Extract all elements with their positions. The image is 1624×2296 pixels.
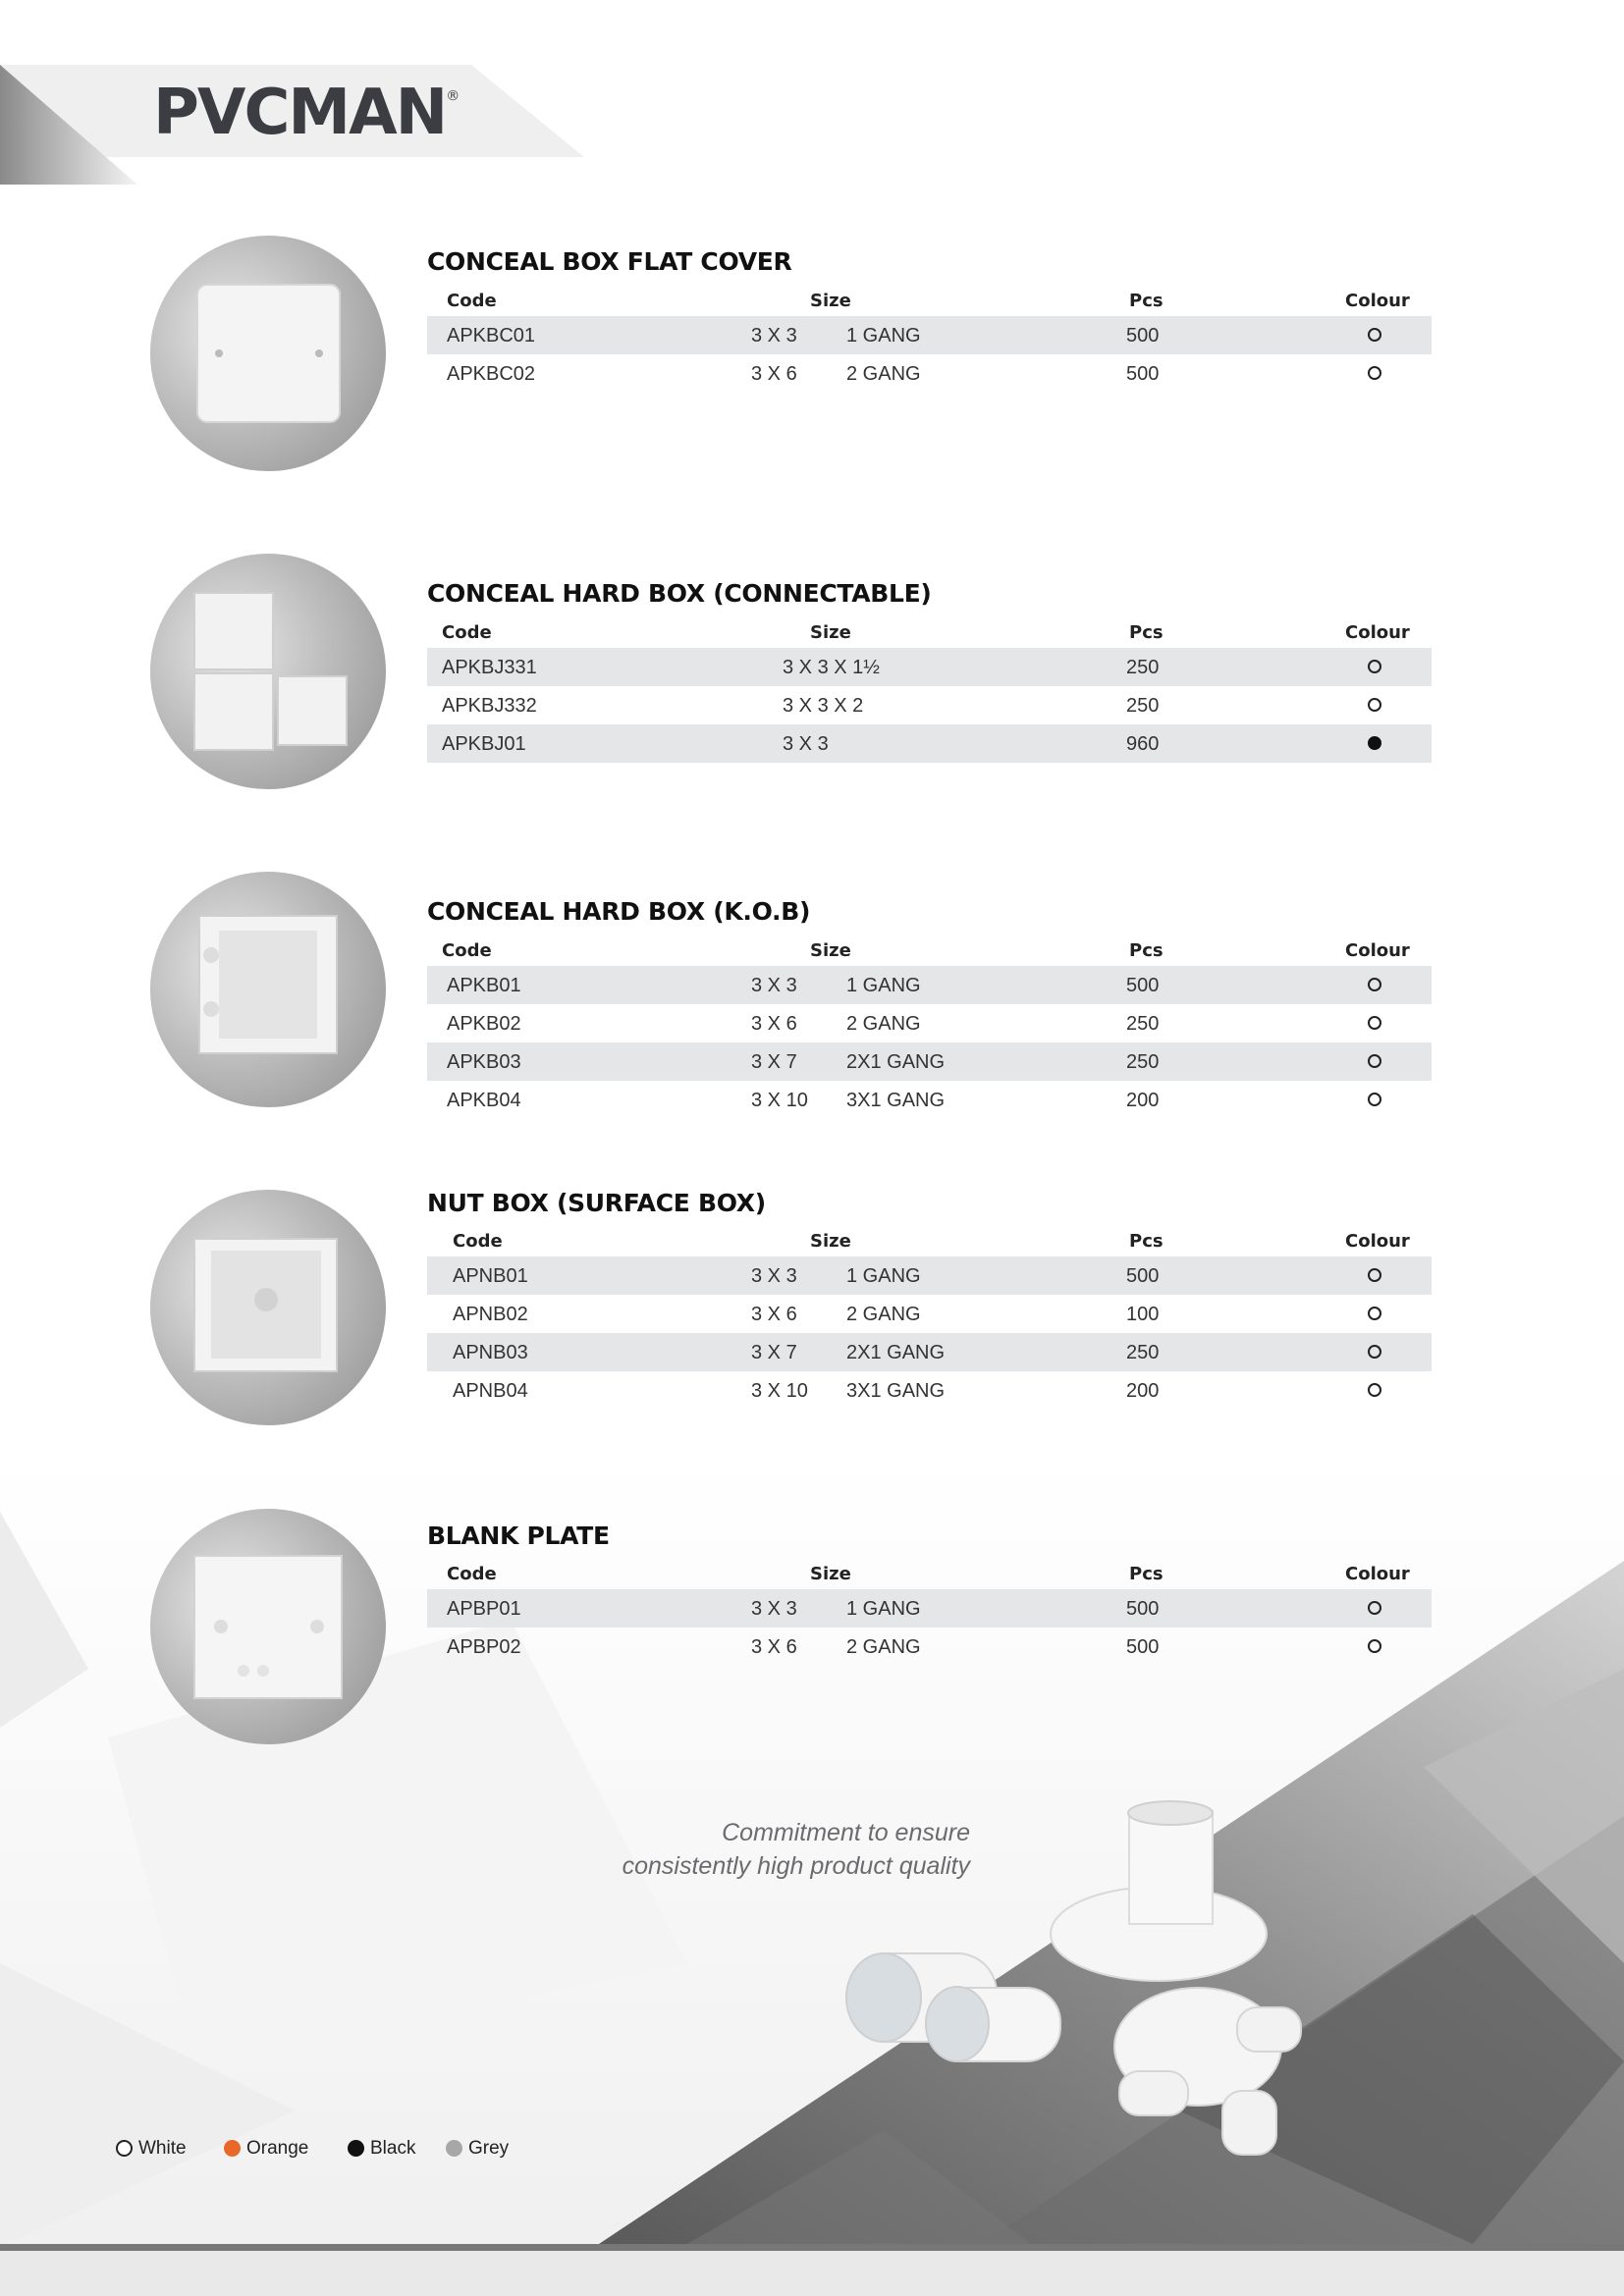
header-size: Size (810, 291, 851, 311)
colour-dot-white (1368, 1093, 1381, 1106)
legend-dot-black (348, 2140, 364, 2157)
cell-size: 3 X 3 (751, 1598, 797, 1620)
table-row (427, 724, 1432, 763)
legend-item-grey (446, 2138, 509, 2160)
cell-code: APKB03 (447, 1051, 521, 1073)
pvc-fittings-photo (835, 1787, 1345, 2179)
table-row (427, 1628, 1432, 1666)
legend-item-white (116, 2138, 187, 2160)
cell-code: APBP02 (447, 1636, 521, 1658)
header-size: Size (810, 1564, 851, 1584)
cell-pcs: 500 (1126, 1265, 1160, 1287)
cell-pcs: 500 (1126, 1636, 1160, 1658)
brand-logo-text: PVCMAN (153, 77, 447, 149)
header-size: Size (810, 940, 851, 961)
legend-dot-grey (446, 2140, 462, 2157)
cell-size: 3 X 10 (751, 1380, 808, 1402)
footer-bar (0, 2244, 1624, 2251)
header-code: Code (442, 622, 492, 643)
section-title: BLANK PLATE (427, 1522, 610, 1550)
cell-pcs: 250 (1126, 695, 1160, 717)
section-title: CONCEAL HARD BOX (K.O.B) (427, 897, 811, 926)
colour-dot-white (1368, 1639, 1381, 1653)
section-title: NUT BOX (SURFACE BOX) (427, 1189, 766, 1217)
product-table (427, 1227, 1432, 1410)
cell-gang: 1 GANG (846, 1265, 921, 1287)
cell-gang: 2X1 GANG (846, 1342, 946, 1363)
colour-dot-white (1368, 1383, 1381, 1397)
cell-pcs: 500 (1126, 363, 1160, 385)
colour-dot-white (1368, 1054, 1381, 1068)
table-row (427, 648, 1432, 686)
header-code: Code (442, 940, 492, 961)
header-pcs: Pcs (1129, 1231, 1164, 1252)
colour-dot-white (1368, 328, 1381, 342)
colour-dot-white (1368, 698, 1381, 712)
header-pcs: Pcs (1129, 291, 1164, 311)
slogan-line-1: Commitment to ensure (722, 1819, 970, 1846)
section-title: CONCEAL HARD BOX (CONNECTABLE) (427, 579, 932, 608)
cell-pcs: 500 (1126, 1598, 1160, 1620)
cell-code: APNB04 (453, 1380, 528, 1402)
table-header (427, 1227, 1432, 1256)
legend-label: Black (370, 2138, 416, 2159)
cell-pcs: 100 (1126, 1304, 1160, 1325)
flat-cover-photo (150, 236, 386, 471)
cell-code: APKB01 (447, 975, 521, 996)
cell-code: APBP01 (447, 1598, 521, 1620)
table-row (427, 686, 1432, 724)
cell-code: APKBJ01 (442, 733, 526, 755)
colour-dot-black (1368, 736, 1381, 750)
kob-box-photo (150, 872, 386, 1107)
cell-code: APKBJ332 (442, 695, 537, 717)
legend-label: Grey (468, 2138, 510, 2159)
cell-code: APNB01 (453, 1265, 528, 1287)
colour-dot-white (1368, 1345, 1381, 1359)
cell-size: 3 X 3 (751, 325, 797, 347)
header-code: Code (447, 1564, 497, 1584)
cell-code: APKBJ331 (442, 657, 537, 678)
table-row (427, 1256, 1432, 1295)
header (0, 0, 1624, 196)
slogan-line-2: consistently high product quality (622, 1852, 970, 1880)
cell-pcs: 250 (1126, 1013, 1160, 1035)
table-row (427, 1295, 1432, 1333)
legend-item-black (348, 2138, 415, 2160)
cell-size: 3 X 6 (751, 363, 797, 385)
product-table (427, 1560, 1432, 1666)
product-table (427, 618, 1432, 763)
cell-gang: 2 GANG (846, 1304, 921, 1325)
cell-size: 3 X 3 X 1½ (783, 657, 880, 678)
cell-code: APKBC02 (447, 363, 536, 385)
header-size: Size (810, 622, 851, 643)
blank-plate-photo (150, 1509, 386, 1744)
cell-pcs: 200 (1126, 1380, 1160, 1402)
cell-gang: 2 GANG (846, 363, 921, 385)
table-row (427, 1589, 1432, 1628)
legend-item-orange (224, 2138, 308, 2160)
cell-gang: 1 GANG (846, 975, 921, 996)
cell-gang: 2 GANG (846, 1636, 921, 1658)
table-header (427, 287, 1432, 316)
cell-gang: 1 GANG (846, 325, 921, 347)
header-colour: Colour (1345, 940, 1410, 961)
brand-logo (153, 77, 458, 149)
header-pcs: Pcs (1129, 940, 1164, 961)
nut-box-photo (150, 1190, 386, 1425)
cell-gang: 3X1 GANG (846, 1090, 946, 1111)
cell-size: 3 X 7 (751, 1342, 797, 1363)
table-header (427, 936, 1432, 966)
table-row (427, 1042, 1432, 1081)
cell-size: 3 X 3 X 2 (783, 695, 864, 717)
table-header (427, 618, 1432, 648)
cell-size: 3 X 3 (783, 733, 829, 755)
table-header (427, 1560, 1432, 1589)
colour-dot-white (1368, 660, 1381, 673)
cell-size: 3 X 6 (751, 1013, 797, 1035)
table-row (427, 316, 1432, 354)
header-pcs: Pcs (1129, 622, 1164, 643)
product-table (427, 936, 1432, 1119)
section-title: CONCEAL BOX FLAT COVER (427, 247, 792, 276)
cell-size: 3 X 3 (751, 975, 797, 996)
cell-size: 3 X 10 (751, 1090, 808, 1111)
cell-size: 3 X 6 (751, 1304, 797, 1325)
cell-pcs: 250 (1126, 657, 1160, 678)
table-row (427, 354, 1432, 393)
cell-size: 3 X 7 (751, 1051, 797, 1073)
header-colour: Colour (1345, 1231, 1410, 1252)
table-row (427, 1371, 1432, 1410)
table-row (427, 1004, 1432, 1042)
colour-dot-white (1368, 1268, 1381, 1282)
cell-pcs: 960 (1126, 733, 1160, 755)
cell-pcs: 500 (1126, 975, 1160, 996)
header-size: Size (810, 1231, 851, 1252)
colour-dot-white (1368, 1016, 1381, 1030)
legend-label: White (138, 2138, 187, 2159)
legend-dot-white (116, 2140, 133, 2157)
legend-label: Orange (246, 2138, 309, 2159)
cell-pcs: 200 (1126, 1090, 1160, 1111)
cell-gang: 1 GANG (846, 1598, 921, 1620)
header-pcs: Pcs (1129, 1564, 1164, 1584)
registered-mark: ® (446, 88, 459, 104)
header-code: Code (453, 1231, 503, 1252)
cell-code: APKBC01 (447, 325, 536, 347)
cell-size: 3 X 3 (751, 1265, 797, 1287)
header-code: Code (447, 291, 497, 311)
cell-code: APNB02 (453, 1304, 528, 1325)
cell-pcs: 250 (1126, 1342, 1160, 1363)
colour-dot-white (1368, 366, 1381, 380)
footer-strip (0, 2251, 1624, 2296)
product-table (427, 287, 1432, 393)
cell-code: APKB04 (447, 1090, 521, 1111)
table-row (427, 1081, 1432, 1119)
cell-code: APKB02 (447, 1013, 521, 1035)
header-colour: Colour (1345, 1564, 1410, 1584)
cell-pcs: 250 (1126, 1051, 1160, 1073)
cell-code: APNB03 (453, 1342, 528, 1363)
colour-dot-white (1368, 1601, 1381, 1615)
colour-dot-white (1368, 1307, 1381, 1320)
cell-gang: 2 GANG (846, 1013, 921, 1035)
table-row (427, 966, 1432, 1004)
cell-size: 3 X 6 (751, 1636, 797, 1658)
header-colour: Colour (1345, 622, 1410, 643)
table-row (427, 1333, 1432, 1371)
colour-dot-white (1368, 978, 1381, 991)
cell-pcs: 500 (1126, 325, 1160, 347)
cell-gang: 2X1 GANG (846, 1051, 946, 1073)
cell-gang: 3X1 GANG (846, 1380, 946, 1402)
legend-dot-orange (224, 2140, 241, 2157)
connectable-box-photo (150, 554, 386, 789)
header-colour: Colour (1345, 291, 1410, 311)
